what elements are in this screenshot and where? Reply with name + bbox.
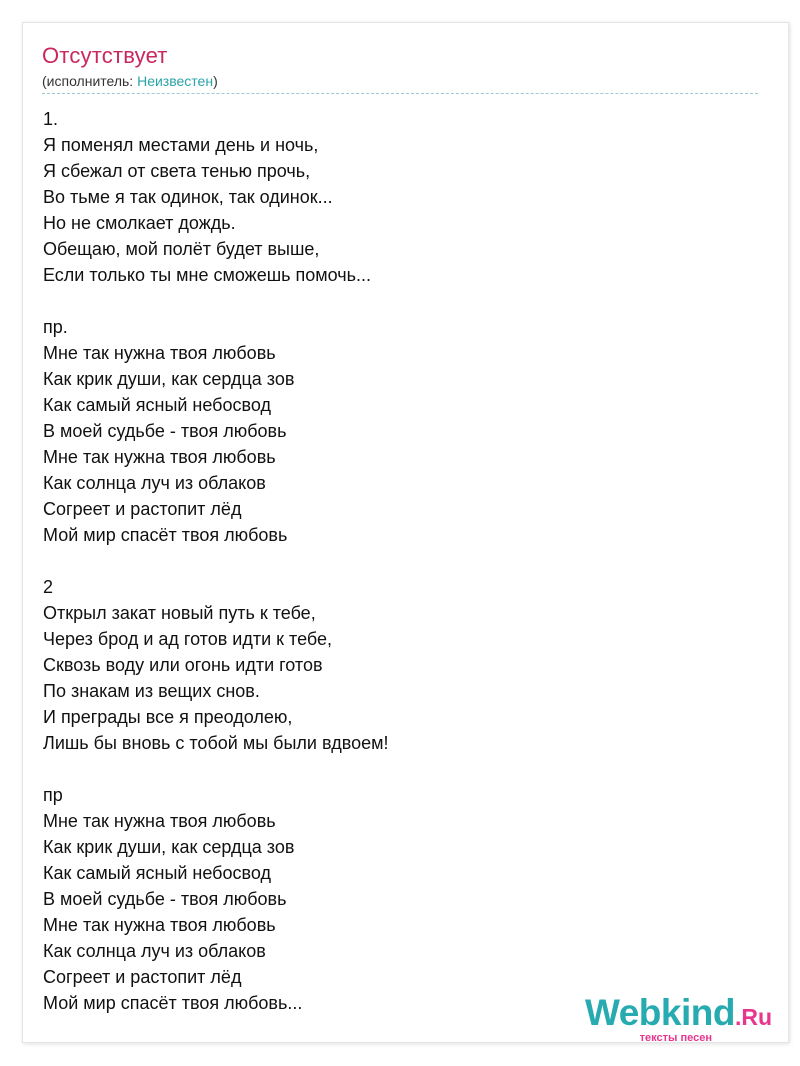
lyrics-block xyxy=(43,106,743,1016)
site-logo[interactable] xyxy=(584,992,772,1044)
lyric-line: По знакам из вещих снов. xyxy=(43,681,260,701)
lyrics-blank-line xyxy=(43,756,743,782)
lyric-line: Я поменял местами день и ночь, xyxy=(43,135,319,155)
lyric-line: 2 xyxy=(43,577,54,597)
lyrics-blank-line xyxy=(43,548,743,574)
lyric-line: Во тьме я так одинок, так одинок... xyxy=(43,187,333,207)
lyrics-blank-line xyxy=(43,288,743,314)
lyric-line: Мне так нужна твоя любовь xyxy=(43,915,276,935)
lyric-line: Я сбежал от света тенью прочь, xyxy=(43,161,311,181)
lyric-line: Мне так нужна твоя любовь xyxy=(43,343,276,363)
lyric-line: В моей судьбе - твоя любовь xyxy=(43,421,287,441)
lyric-line: Если только ты мне сможешь помочь... xyxy=(43,265,372,285)
lyric-line: Как солнца луч из облаков xyxy=(43,941,266,961)
song-title: Отсутствует xyxy=(42,43,168,68)
artist-link[interactable]: Неизвестен xyxy=(137,73,214,89)
lyric-line: пр. xyxy=(43,317,68,337)
lyric-line: Мне так нужна твоя любовь xyxy=(43,447,276,467)
lyric-line: Мой мир спасёт твоя любовь xyxy=(43,525,288,545)
lyric-line: Согреет и растопит лёд xyxy=(43,967,242,987)
lyric-line: Как крик души, как сердца зов xyxy=(43,369,295,389)
lyric-line: Но не смолкает дождь. xyxy=(43,213,236,233)
header-divider xyxy=(42,93,758,94)
lyric-line: Лишь бы вновь с тобой мы были вдвоем! xyxy=(43,733,389,753)
lyric-line: Обещаю, мой полёт будет выше, xyxy=(43,239,320,259)
subtitle-suffix: ) xyxy=(213,73,218,89)
lyric-line: Как солнца луч из облаков xyxy=(43,473,266,493)
lyric-line: Как крик души, как сердца зов xyxy=(43,837,295,857)
logo-name: Webkind xyxy=(584,992,735,1033)
lyric-line: Мне так нужна твоя любовь xyxy=(43,811,276,831)
lyric-line: Согреет и растопит лёд xyxy=(43,499,242,519)
lyric-line: Открыл закат новый путь к тебе, xyxy=(43,603,316,623)
lyric-line: Как самый ясный небосвод xyxy=(43,395,271,415)
logo-tagline: тексты песен xyxy=(639,1032,712,1044)
logo-tld: .Ru xyxy=(734,1004,772,1030)
lyric-line: Мой мир спасёт твоя любовь... xyxy=(43,993,303,1013)
lyric-line: Через брод и ад готов идти к тебе, xyxy=(43,629,333,649)
lyric-line: В моей судьбе - твоя любовь xyxy=(43,889,287,909)
logo-wordmark xyxy=(584,992,772,1035)
lyric-line: Как самый ясный небосвод xyxy=(43,863,271,883)
subtitle-prefix: (исполнитель: xyxy=(42,73,138,89)
song-subtitle xyxy=(42,73,218,89)
lyric-line: пр xyxy=(43,785,63,805)
lyric-line: Сквозь воду или огонь идти готов xyxy=(43,655,323,675)
lyric-line: И преграды все я преодолею, xyxy=(43,707,293,727)
lyric-line: 1. xyxy=(43,109,59,129)
